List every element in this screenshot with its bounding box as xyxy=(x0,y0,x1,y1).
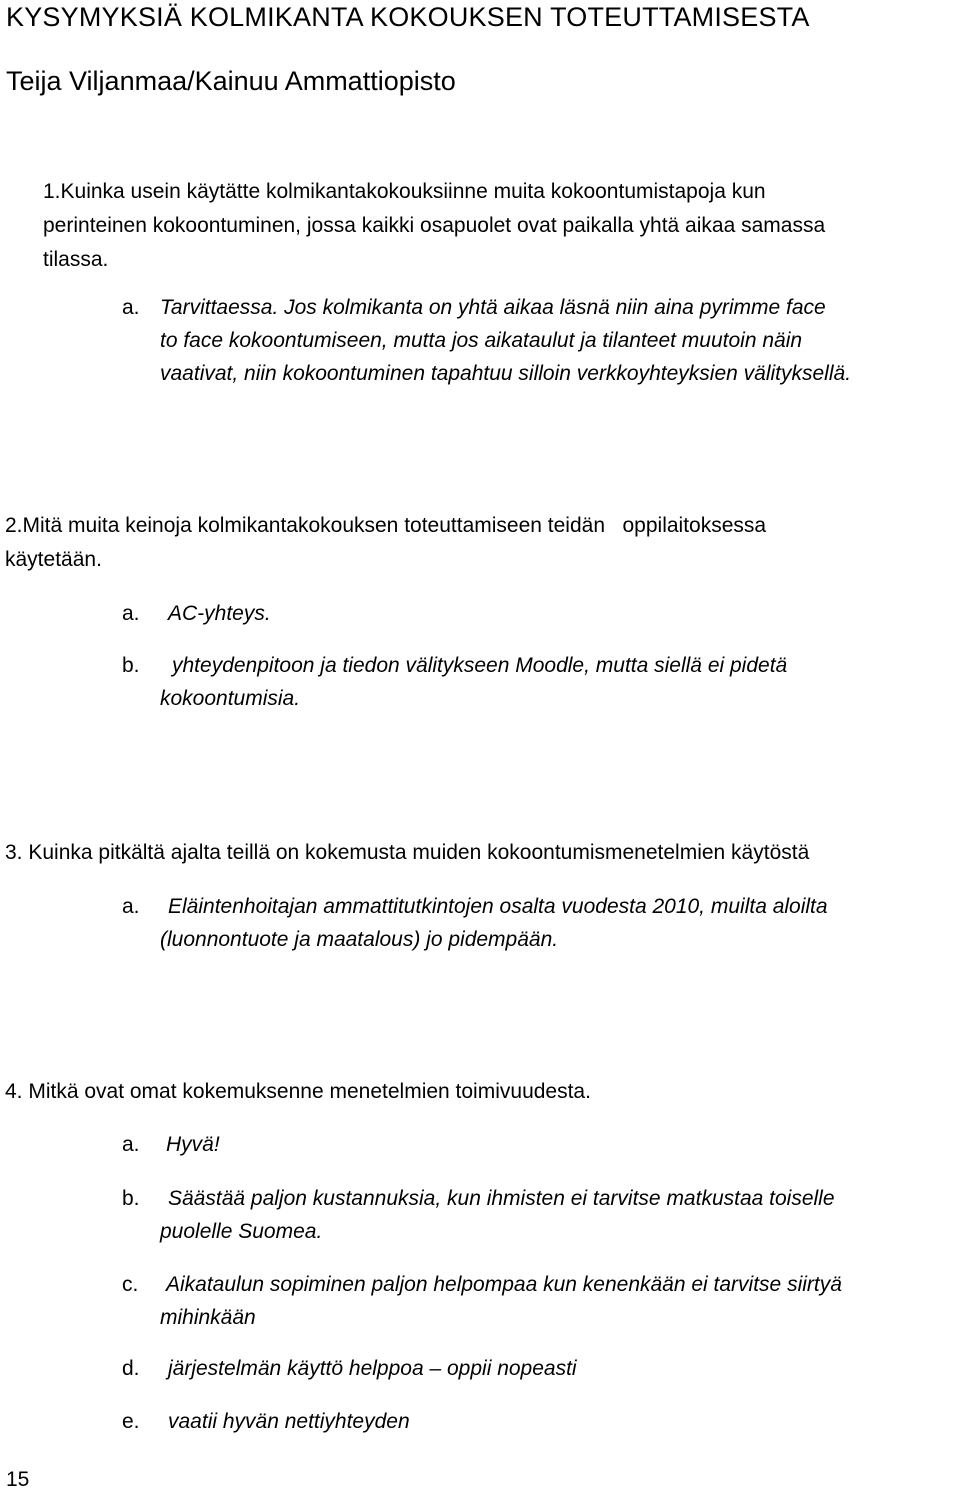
answer-marker: b. xyxy=(122,654,140,677)
answer-line: a. Hyvä! xyxy=(160,1128,220,1161)
answer-line: a. Eläintenhoitajan ammattitutkintojen osalta vuodesta 2010, muilta aloilta xyxy=(160,890,828,923)
answer-4d xyxy=(122,1352,577,1385)
answer-line: puolelle Suomea. xyxy=(160,1220,323,1243)
answer-1a xyxy=(122,291,852,390)
answer-marker: a. xyxy=(122,895,140,918)
answer-line: vaativat, niin kokoontuminen tapahtuu silloin verkkoyhteyksien välityksellä. xyxy=(160,362,852,385)
answer-4b xyxy=(122,1182,835,1248)
answer-marker: d. xyxy=(122,1357,140,1380)
answer-4e xyxy=(122,1405,410,1438)
answer-line: mihinkään xyxy=(160,1306,256,1329)
question-line: 1.Kuinka usein käytätte kolmikantakokouksiinne muita kokoontumistapoja kun xyxy=(43,180,766,203)
answer-4a xyxy=(122,1128,220,1161)
document-subtitle: Teija Viljanmaa/Kainuu Ammattiopisto xyxy=(6,66,456,96)
question-line: tilassa. xyxy=(43,248,109,271)
document-title: KYSYMYKSIÄ KOLMIKANTA KOKOUKSEN TOTEUTTAMISESTA xyxy=(6,2,810,32)
question-line: 2.Mitä muita keinoja kolmikantakokouksen toteuttamiseen teidän oppilaitoksessa xyxy=(5,514,767,537)
answer-4c xyxy=(122,1268,842,1334)
answer-2b xyxy=(122,649,788,715)
answer-line: a. Tarvittaessa. Jos kolmikanta on yhtä aikaa läsnä niin aina pyrimme face xyxy=(160,291,851,324)
answer-line: c. Aikataulun sopiminen paljon helpompaa kun kenenkään ei tarvitse siirtyä xyxy=(160,1268,842,1301)
answer-3a xyxy=(122,890,828,956)
answer-line: b. yhteydenpitoon ja tiedon välitykseen Moodle, mutta siellä ei pidetä xyxy=(160,649,787,682)
answer-marker: a. xyxy=(122,296,140,319)
answer-marker: a. xyxy=(122,602,140,625)
question-line: 4. Mitkä ovat omat kokemuksenne menetelmien toimivuudesta. xyxy=(5,1080,591,1103)
question-1 xyxy=(43,175,825,277)
question-line: 3. Kuinka pitkältä ajalta teillä on kokemusta muiden kokoontumismenetelmien käytöstä xyxy=(5,841,810,864)
question-line: käytetään. xyxy=(5,548,102,571)
answer-line: b. Säästää paljon kustannuksia, kun ihmisten ei tarvitse matkustaa toiselle xyxy=(160,1182,835,1215)
page-number: 15 xyxy=(6,1468,30,1491)
answer-line: e. vaatii hyvän nettiyhteyden xyxy=(160,1405,410,1438)
answer-line: to face kokoontumiseen, mutta jos aikataulut ja tilanteet muutoin näin xyxy=(160,329,803,352)
question-2 xyxy=(5,509,766,577)
question-3 xyxy=(5,836,809,870)
answer-2a xyxy=(122,597,271,630)
answer-line: d. järjestelmän käyttö helppoa – oppii nopeasti xyxy=(160,1352,577,1385)
answer-marker: b. xyxy=(122,1187,140,1210)
answer-marker: a. xyxy=(122,1133,140,1156)
question-4 xyxy=(5,1075,591,1109)
answer-marker: e. xyxy=(122,1410,140,1433)
answer-line: kokoontumisia. xyxy=(160,687,301,710)
answer-line: (luonnontuote ja maatalous) jo pidempään. xyxy=(160,928,559,951)
answer-marker: c. xyxy=(122,1273,139,1296)
answer-line: a. AC-yhteys. xyxy=(168,597,271,630)
question-line: perinteinen kokoontuminen, jossa kaikki osapuolet ovat paikalla yhtä aikaa samassa xyxy=(43,214,826,237)
